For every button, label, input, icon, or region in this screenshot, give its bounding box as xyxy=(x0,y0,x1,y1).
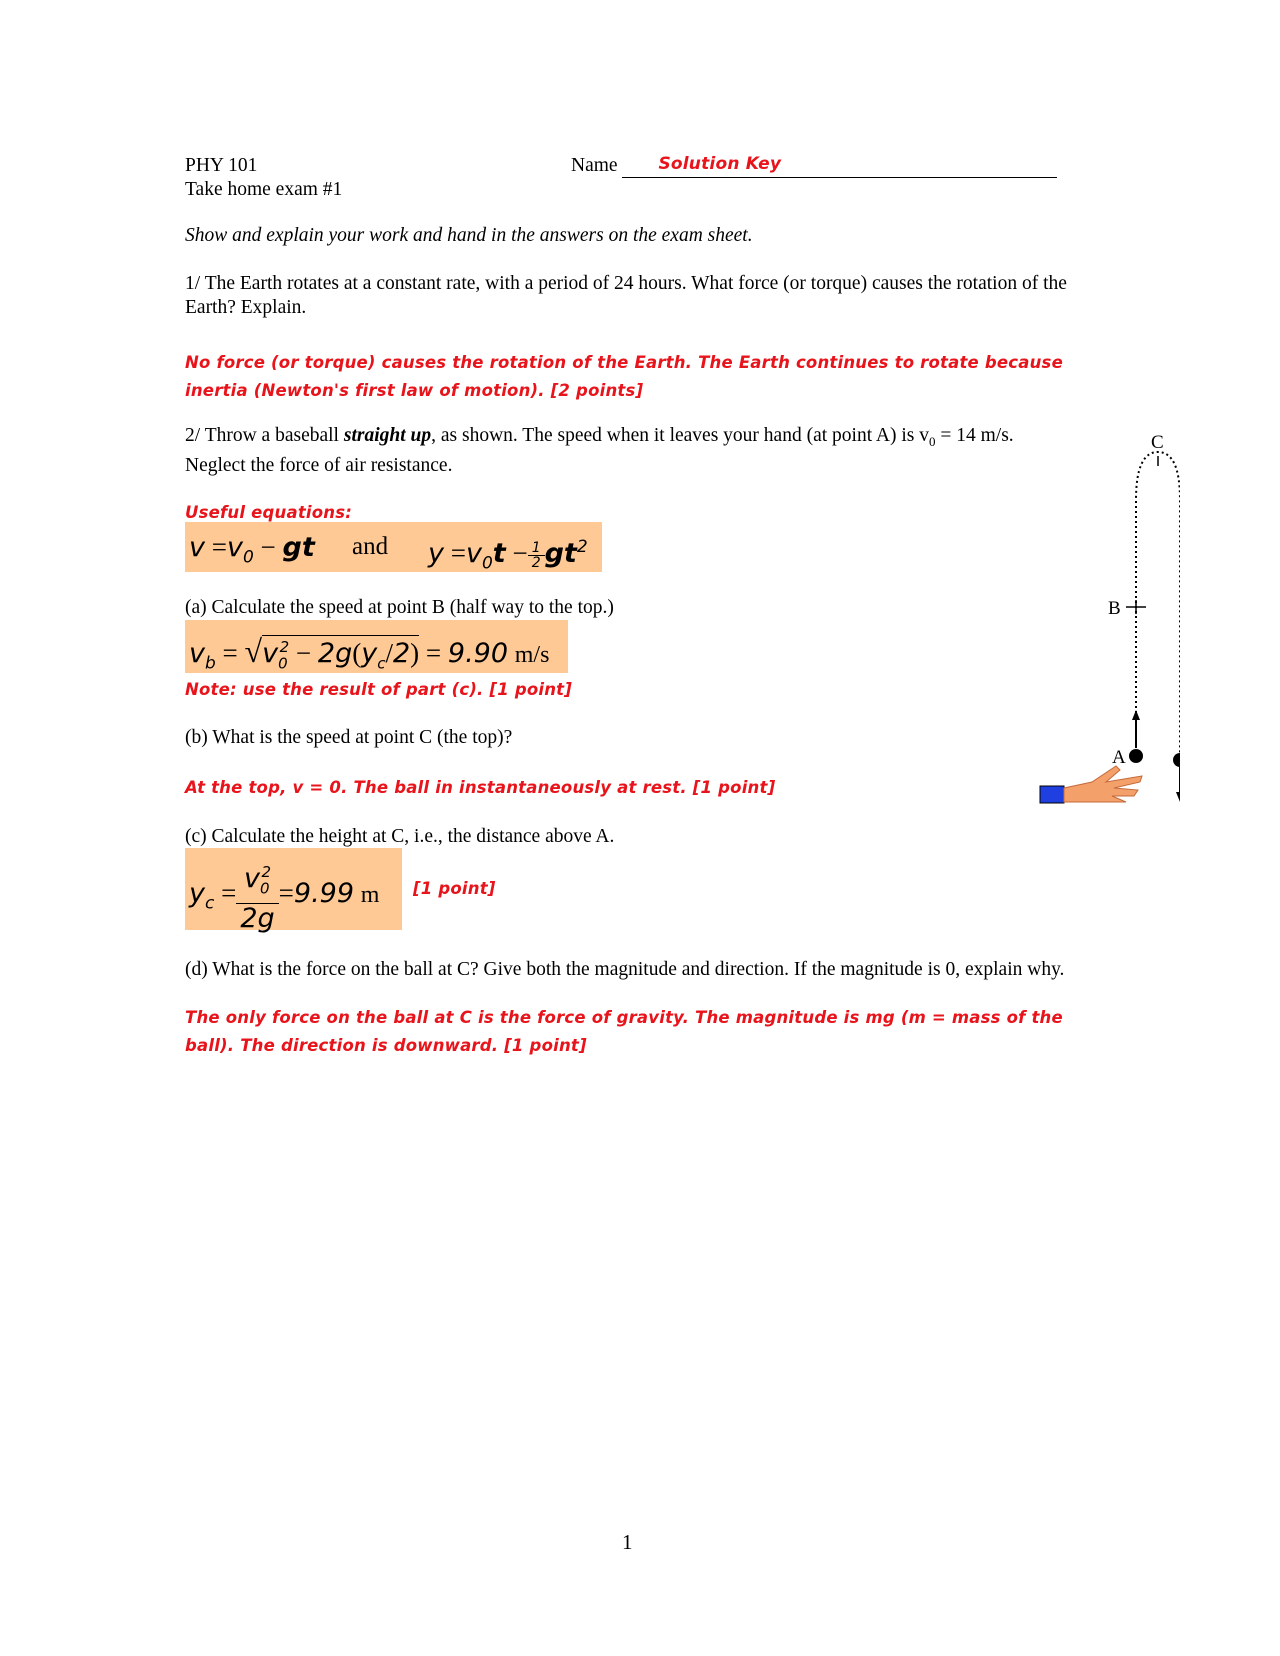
v0-subscript: 0 xyxy=(929,433,936,449)
down-arrow-head xyxy=(1176,792,1180,802)
equation-and: and xyxy=(352,533,389,560)
answer-2c-box xyxy=(185,848,402,935)
exam-title: Take home exam #1 xyxy=(185,179,343,200)
question-2-pre: 2/ Throw a baseball xyxy=(185,425,344,446)
answer-2c-value: 9.99 xyxy=(293,877,355,909)
question-2a: (a) Calculate the speed at point B (half way to the top.) xyxy=(185,597,614,618)
answer-2c-points: [1 point] xyxy=(413,879,496,898)
answer-2a-unit: m/s xyxy=(514,642,550,668)
equation-position: $y =v_0t$ − $\frac{1}{2}$ $gt^2$ xyxy=(428,537,588,574)
ball-descending xyxy=(1173,753,1180,767)
answer-2a-equation: $v_b = √v_0^2 - 2g(y_c/2) = 9.90$ m/s xyxy=(189,633,550,674)
hand-icon xyxy=(1040,766,1142,803)
answer-2d: The only force on the ball at C is the force of gravity. The magnitude is mg (m = mass of the ball). The direction is downward. [1 point] xyxy=(185,1008,1063,1055)
question-2b: (b) What is the speed at point C (the top)? xyxy=(185,727,513,748)
name-field xyxy=(571,154,1057,178)
answer-2c-equation: $y_c$ = $\frac{v_0^2}{2g}$ =9.99 m xyxy=(189,857,379,934)
useful-equations-label: Useful equations: xyxy=(185,503,353,522)
answer-2a-note: Note: use the result of part (c). [1 point] xyxy=(185,680,573,699)
question-2-emphasis: straight up xyxy=(343,425,432,446)
name-label: Name xyxy=(571,155,618,176)
answer-2a-value: 9.90 xyxy=(447,638,509,669)
question-2c: (c) Calculate the height at C, i.e., the distance above A. xyxy=(185,826,615,847)
answer-2b: At the top, v = 0. The ball in instantaneously at rest. [1 point] xyxy=(185,778,776,797)
page-number: 1 xyxy=(622,1530,633,1554)
up-arrow-head xyxy=(1132,710,1140,720)
question-2d: (d) What is the force on the ball at C? Give both the magnitude and direction. If the magnitude is 0, explain why. xyxy=(185,959,1065,980)
answer-2a-box xyxy=(185,620,568,673)
answer-2c-unit: m xyxy=(360,881,380,908)
question-2 xyxy=(185,424,1015,478)
question-1: 1/ The Earth rotates at a constant rate, with a period of 24 hours. What force (or torque) causes the rotation of the Earth? Explain. xyxy=(185,273,1067,318)
question-2-post2: = 14 m/s. Neglect the force of air resistance. xyxy=(185,425,1014,476)
ball-at-a xyxy=(1129,749,1143,763)
equation-velocity: $v =v_0$ − gt xyxy=(189,532,315,568)
course-code: PHY 101 xyxy=(185,155,258,176)
name-line xyxy=(622,155,1057,178)
baseball-trajectory-figure xyxy=(1030,430,1180,810)
point-b-label: B xyxy=(1108,598,1121,619)
trajectory-path xyxy=(1136,452,1180,758)
question-2-post: , as shown. The speed when it leaves your hand (at point A) is v xyxy=(431,425,929,446)
useful-equations-box xyxy=(185,522,602,572)
instructions: Show and explain your work and hand in the answers on the exam sheet. xyxy=(185,225,753,246)
name-value: Solution Key xyxy=(658,154,782,174)
point-a-label: A xyxy=(1112,747,1126,768)
point-c-label: C xyxy=(1151,432,1164,453)
answer-1: No force (or torque) causes the rotation of the Earth. The Earth continues to rotate because inertia (Newton's first law of motion). [2 points] xyxy=(185,353,1063,400)
